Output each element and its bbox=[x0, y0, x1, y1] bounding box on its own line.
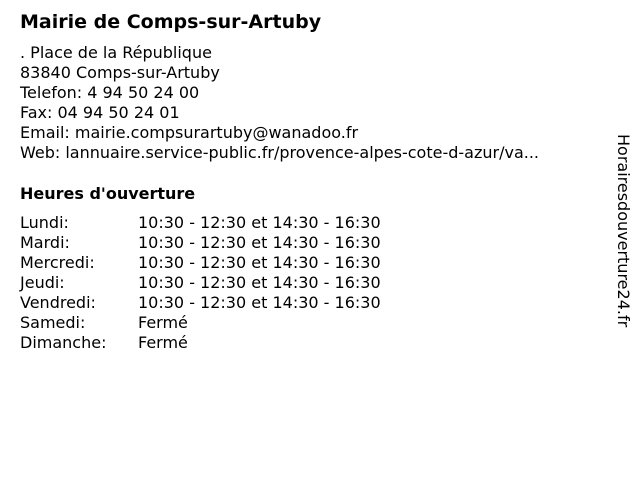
address-block bbox=[20, 43, 539, 163]
phone-number: Telefon: 4 94 50 24 00 bbox=[20, 83, 200, 102]
day-label: Lundi: bbox=[20, 213, 69, 232]
opening-hours-table bbox=[20, 213, 381, 353]
email-address: Email: mairie.compsurartuby@wanadoo.fr bbox=[20, 123, 359, 142]
city-address: 83840 Comps-sur-Artuby bbox=[20, 63, 220, 82]
day-hours: 10:30 - 12:30 et 14:30 - 16:30 bbox=[138, 213, 381, 232]
street-address: . Place de la République bbox=[20, 43, 212, 62]
opening-hours-heading: Heures d'ouverture bbox=[20, 184, 196, 203]
fax-number: Fax: 04 94 50 24 01 bbox=[20, 103, 180, 122]
day-hours: 10:30 - 12:30 et 14:30 - 16:30 bbox=[138, 273, 381, 292]
day-hours: Fermé bbox=[138, 333, 188, 352]
hours-row-sunday bbox=[20, 333, 381, 353]
day-label: Vendredi: bbox=[20, 293, 96, 312]
web-address: Web: lannuaire.service-public.fr/provence-alpes-cote-d-azur/va... bbox=[20, 143, 539, 162]
site-brand-watermark: Horairesdouverture24.fr bbox=[614, 134, 633, 328]
page-title: Mairie de Comps-sur-Artuby bbox=[20, 11, 322, 33]
day-label: Jeudi: bbox=[20, 273, 65, 292]
hours-row-tuesday bbox=[20, 233, 381, 253]
hours-row-monday bbox=[20, 213, 381, 233]
hours-row-thursday bbox=[20, 273, 381, 293]
hours-row-friday bbox=[20, 293, 381, 313]
hours-row-saturday bbox=[20, 313, 381, 333]
day-label: Mardi: bbox=[20, 233, 70, 252]
day-hours: 10:30 - 12:30 et 14:30 - 16:30 bbox=[138, 293, 381, 312]
day-hours: 10:30 - 12:30 et 14:30 - 16:30 bbox=[138, 233, 381, 252]
day-hours: Fermé bbox=[138, 313, 188, 332]
day-label: Dimanche: bbox=[20, 333, 107, 352]
day-hours: 10:30 - 12:30 et 14:30 - 16:30 bbox=[138, 253, 381, 272]
day-label: Samedi: bbox=[20, 313, 86, 332]
hours-row-wednesday bbox=[20, 253, 381, 273]
day-label: Mercredi: bbox=[20, 253, 95, 272]
